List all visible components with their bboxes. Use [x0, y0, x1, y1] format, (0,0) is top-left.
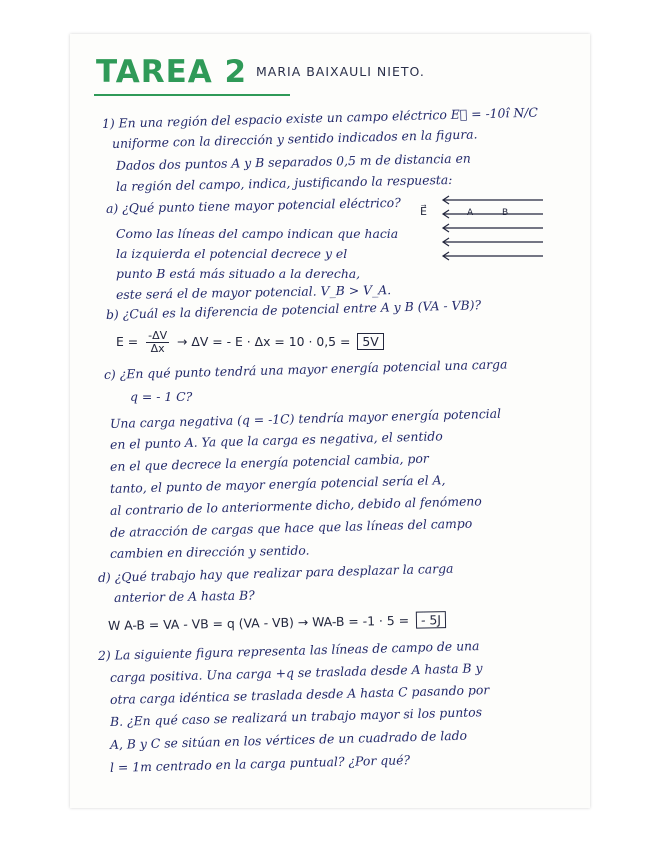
work-equation: W A-B = VA - VB = q (VA - VB) → WA-B = -1 · 5 = [107, 612, 410, 633]
p2-statement-line: l = 1m centrado en la carga puntual? ¿Por qué? [109, 752, 411, 775]
field-vector-label: E⃗ [420, 205, 427, 218]
p1a-answer-line: punto B está más situado a la derecha, [116, 266, 361, 281]
p1c-answer-line: Una carga negativa (q = -1C) tendría mayor energía potencial [109, 405, 502, 431]
p1d-equation [108, 612, 446, 633]
p1c-answer-line: tanto, el punto de mayor energía potencial sería el A, [109, 472, 446, 496]
eq-lhs: E = [116, 334, 139, 349]
p1c-question: q = - 1 C? [130, 389, 193, 404]
p1c-answer-line: de atracción de cargas que hace que las líneas del campo [109, 515, 473, 540]
boxed-result: 5V [357, 333, 383, 350]
field-lines-diagram [415, 194, 547, 262]
p1a-question: a) ¿Qué punto tiene mayor potencial eléctrico? [105, 194, 401, 216]
p1a-answer-line: este será el de mayor potencial. V_B > V_A. [115, 282, 392, 302]
p1c-answer-line: en el punto A. Ya que la carga es negativa, el sentido [109, 428, 443, 452]
point-a-label: A [467, 208, 474, 218]
p1c-answer-line: cambien en dirección y sentido. [109, 542, 310, 561]
p1c-question: c) ¿En qué punto tendrá una mayor energía potencial una carga [103, 356, 508, 382]
p1d-question: anterior de A hasta B? [113, 587, 255, 605]
boxed-result: - 5J [416, 611, 446, 629]
p1c-answer-line: al contrario de lo anteriormente dicho, debido al fenómeno [109, 493, 482, 518]
p1b-question: b) ¿Cuál es la diferencia de potencial entre A y B (VA - VB)? [105, 297, 482, 322]
point-b-label: B [502, 208, 509, 218]
homework-sheet [70, 34, 590, 808]
p1-statement-line: uniforme con la dirección y sentido indicados en la figura. [111, 126, 478, 151]
p1b-equation [116, 330, 384, 355]
p2-statement-line: carga positiva. Una carga +q se traslada desde A hasta B y [109, 660, 483, 685]
p1a-answer-line: Como las líneas del campo indican que hacia [116, 226, 399, 241]
p2-statement-line: 2) La siguiente figura representa las líneas de campo de una [97, 638, 480, 663]
author-name: MARIA BAIXAULI NIETO. [256, 64, 425, 79]
p1-statement-line: la región del campo, indica, justificando la respuesta: [115, 171, 453, 194]
p2-statement-line: otra carga idéntica se traslada desde A hasta C pasando por [109, 682, 490, 707]
page-title: TAREA 2 [96, 54, 248, 90]
title-underline [94, 94, 290, 96]
p1d-question: d) ¿Qué trabajo hay que realizar para desplazar la carga [97, 560, 454, 585]
p1-statement-line: Dados dos puntos A y B separados 0,5 m de distancia en [115, 150, 471, 173]
p1-statement-line: 1) En una región del espacio existe un campo eléctrico E⃗ = -10î N/C [101, 104, 539, 131]
p2-statement-line: B. ¿En qué caso se realizará un trabajo mayor si los puntos [109, 704, 483, 729]
eq-fraction [146, 330, 169, 355]
p2-statement-line: A, B y C se sitúan en los vértices de un cuadrado de lado [109, 727, 468, 752]
eq-numerator: -ΔV [148, 329, 168, 342]
eq-denominator: Δx [150, 342, 165, 355]
p1c-answer-line: en el que decrece la energía potencial cambia, por [109, 450, 429, 474]
eq-rhs: → ΔV = - E · Δx = 10 · 0,5 = [177, 334, 351, 349]
p1a-answer-line: la izquierda el potencial decrece y el [116, 246, 348, 261]
